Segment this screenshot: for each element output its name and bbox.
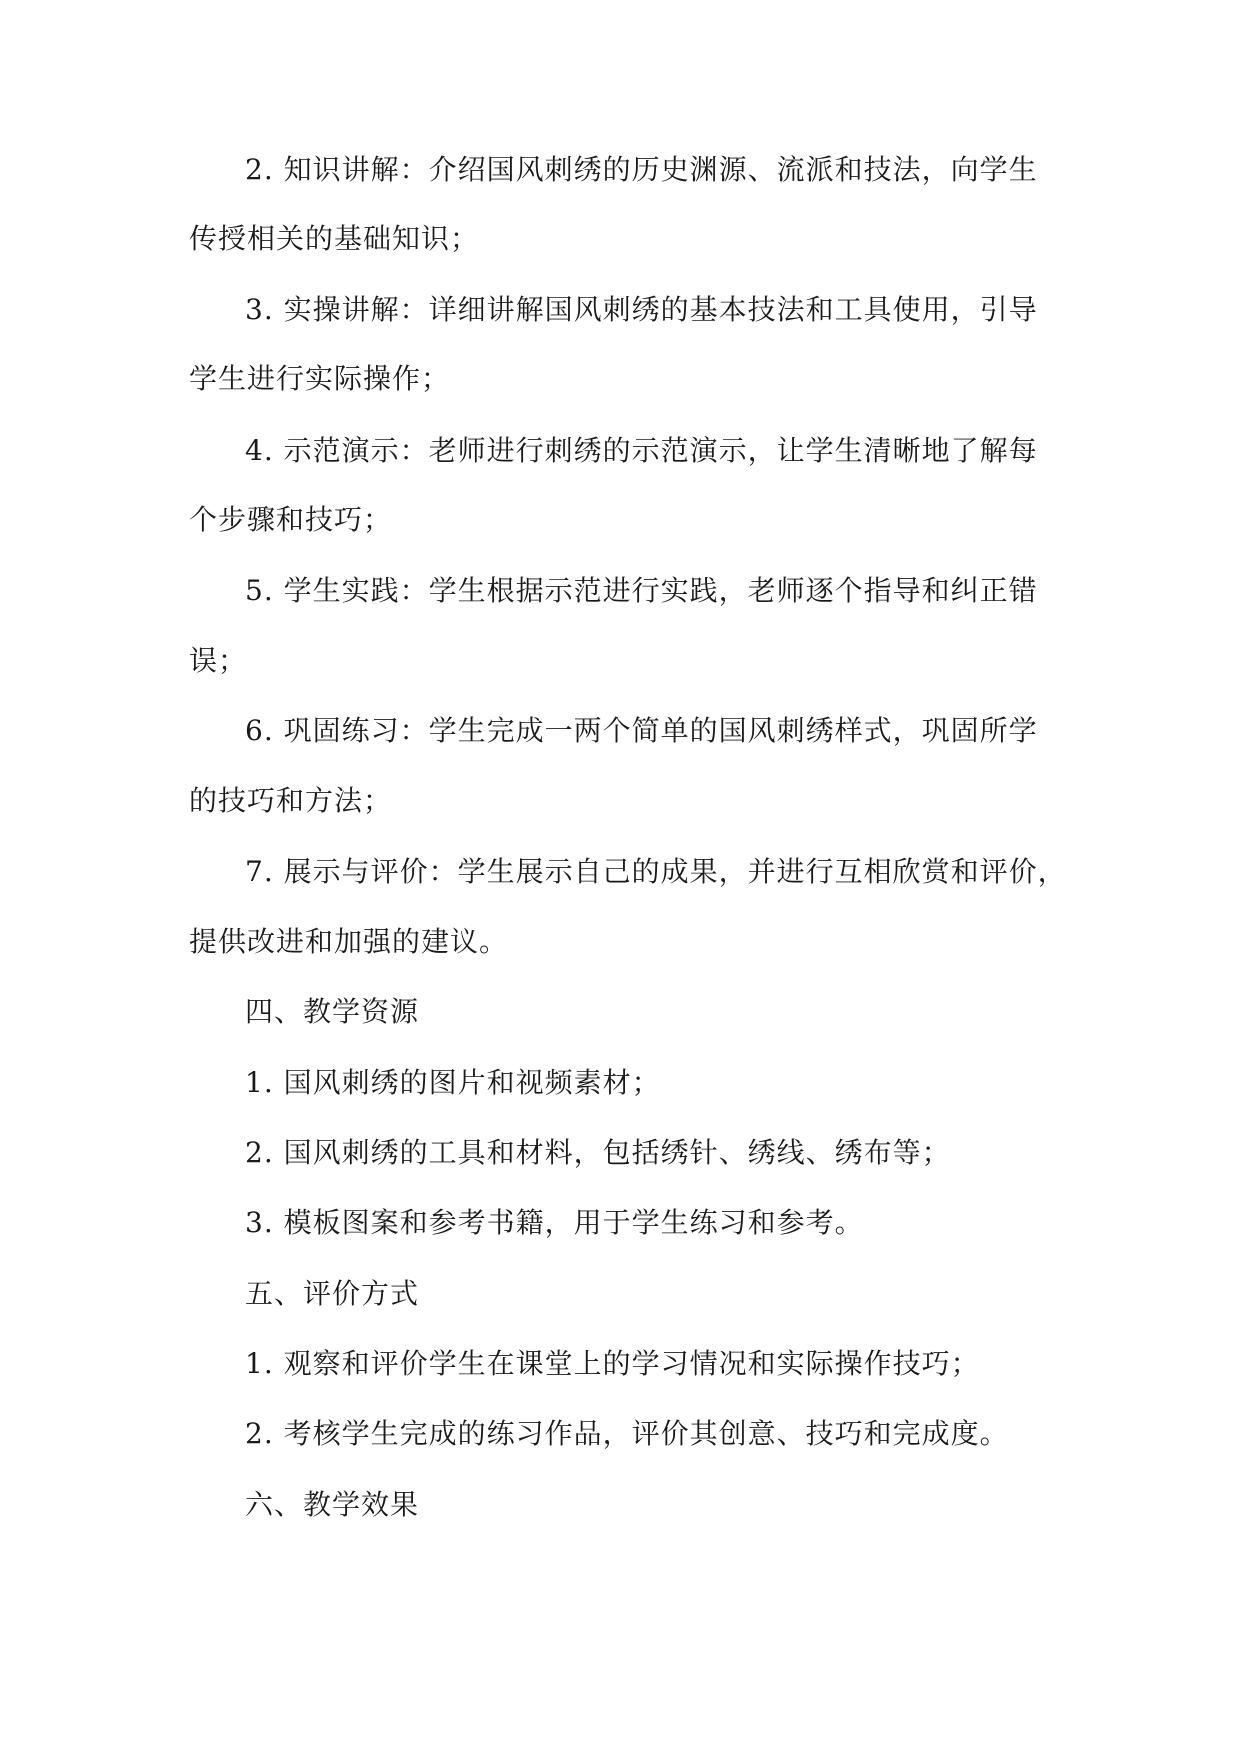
paragraph-line: 传授相关的基础知识； bbox=[189, 222, 480, 255]
paragraph-line: 学生进行实际操作； bbox=[189, 362, 451, 395]
paragraph-line: 3. 实操讲解：详细讲解国风刺绣的基本技法和工具使用，引导 bbox=[245, 293, 1038, 326]
list-item: 2. 考核学生完成的练习作品，评价其创意、技巧和完成度。 bbox=[245, 1417, 1009, 1450]
list-item: 2. 国风刺绣的工具和材料，包括绣针、绣线、绣布等； bbox=[245, 1136, 951, 1169]
section-heading: 四、教学资源 bbox=[245, 995, 420, 1028]
paragraph-line: 4. 示范演示：老师进行刺绣的示范演示，让学生清晰地了解每 bbox=[245, 434, 1038, 467]
paragraph-line: 7. 展示与评价：学生展示自己的成果，并进行互相欣赏和评价， bbox=[245, 855, 1067, 888]
paragraph-line: 误； bbox=[189, 644, 248, 677]
paragraph-line: 的技巧和方法； bbox=[189, 784, 393, 817]
section-heading: 六、教学效果 bbox=[245, 1488, 420, 1521]
list-item: 1. 观察和评价学生在课堂上的学习情况和实际操作技巧； bbox=[245, 1347, 980, 1380]
paragraph-line: 提供改进和加强的建议。 bbox=[189, 925, 509, 958]
paragraph-line: 5. 学生实践：学生根据示范进行实践，老师逐个指导和纠正错 bbox=[245, 574, 1038, 607]
paragraph-line: 个步骤和技巧； bbox=[189, 503, 393, 536]
section-heading: 五、评价方式 bbox=[245, 1277, 420, 1310]
paragraph-line: 2. 知识讲解：介绍国风刺绣的历史渊源、流派和技法，向学生 bbox=[245, 153, 1038, 186]
list-item: 3. 模板图案和参考书籍，用于学生练习和参考。 bbox=[245, 1206, 864, 1239]
paragraph-line: 6. 巩固练习：学生完成一两个简单的国风刺绣样式，巩固所学 bbox=[245, 714, 1038, 747]
list-item: 1. 国风刺绣的图片和视频素材； bbox=[245, 1066, 661, 1099]
